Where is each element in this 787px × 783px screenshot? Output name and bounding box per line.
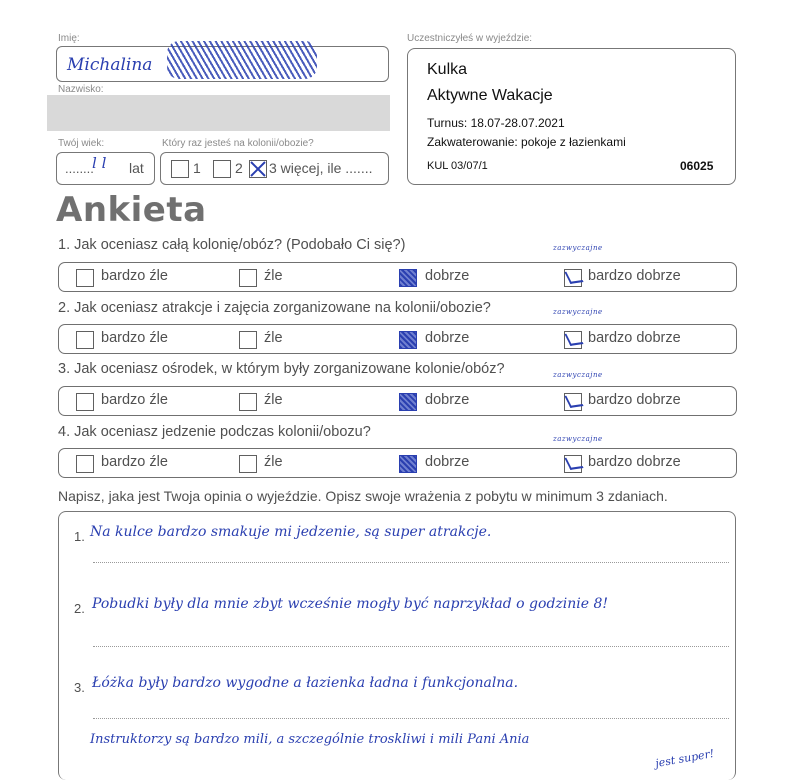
imie-value: Michalina xyxy=(67,55,153,75)
kolonia-checkbox-1[interactable] xyxy=(171,160,189,178)
question-3-options xyxy=(58,386,737,416)
dotline-1 xyxy=(93,562,729,563)
q4-bardzo-zle-checkbox[interactable] xyxy=(76,455,94,473)
q4-dobrze-label: dobrze xyxy=(425,454,470,470)
trip-zakwaterowanie: Zakwaterowanie: pokoje z łazienkami xyxy=(427,135,626,149)
q3-zle-label: źle xyxy=(264,392,283,408)
q1-bardzo-dobrze-label: bardzo dobrze xyxy=(588,268,681,284)
trip-program: Aktywne Wakacje xyxy=(427,87,553,104)
q1-bardzo-dobrze-checkbox[interactable] xyxy=(564,269,582,287)
opinion-prompt: Napisz, jaka jest Twoja opinia o wyjeździe. Opisz swoje wrażenia z pobytu w minimum 3 zdaniach. xyxy=(58,488,668,504)
q1-zle-label: źle xyxy=(264,268,283,284)
question-2-note: zazwyczajne xyxy=(553,308,603,316)
opinion-line-5: jest super! xyxy=(654,746,716,771)
question-3-text: 3. Jak oceniasz ośrodek, w którym były zorganizowane kolonie/obóz? xyxy=(58,361,505,377)
trip-card xyxy=(407,48,736,185)
trip-name: Kulka xyxy=(427,61,468,78)
opinion-num-3: 3. xyxy=(74,680,85,695)
opinion-line-1: Na kulce bardzo smakuje mi jedzenie, są super atrakcje. xyxy=(90,524,492,540)
x-mark-icon xyxy=(250,161,266,177)
dotline-2 xyxy=(93,646,729,647)
q4-bardzo-zle-label: bardzo źle xyxy=(101,454,168,470)
kolonia-opt3-label: 3 więcej, ile ....... xyxy=(269,160,373,176)
uczestniczyles-label: Uczestniczyłeś w wyjeździe: xyxy=(407,33,533,44)
q1-dobrze-label: dobrze xyxy=(425,268,470,284)
q1-zle-checkbox[interactable] xyxy=(239,269,257,287)
imie-label: Imię: xyxy=(58,33,80,44)
q3-dobrze-label: dobrze xyxy=(425,392,470,408)
q1-dobrze-checkbox[interactable] xyxy=(399,269,417,287)
trip-number: 06025 xyxy=(680,159,714,173)
q2-bardzo-dobrze-label: bardzo dobrze xyxy=(588,330,681,346)
kolonia-opt2-label: 2 xyxy=(235,160,243,176)
nazwisko-redacted xyxy=(47,95,390,131)
kolonia-field[interactable] xyxy=(160,152,389,185)
wiek-value-mark: l l xyxy=(92,154,107,172)
question-1-text: 1. Jak oceniasz całą kolonię/obóz? (Podobało Ci się?) xyxy=(58,237,406,253)
question-1-note: zazwyczajne xyxy=(553,244,603,252)
q3-zle-checkbox[interactable] xyxy=(239,393,257,411)
dotline-3 xyxy=(93,718,729,719)
q3-bardzo-dobrze-checkbox[interactable] xyxy=(564,393,582,411)
opinion-line-2: Pobudki były dla mnie zbyt wcześnie mogły być naprzykład o godzinie 8! xyxy=(92,596,609,612)
wiek-unit: lat xyxy=(129,160,144,176)
q4-zle-label: źle xyxy=(264,454,283,470)
q3-bardzo-zle-checkbox[interactable] xyxy=(76,393,94,411)
page-title: Ankieta xyxy=(56,190,207,230)
wiek-dots: ........ xyxy=(65,161,94,176)
wiek-field[interactable] xyxy=(56,152,155,185)
kolonia-opt1-label: 1 xyxy=(193,160,201,176)
q2-dobrze-label: dobrze xyxy=(425,330,470,346)
opinion-line-4: Instruktorzy są bardzo mili, a szczególnie troskliwi i mili Pani Ania xyxy=(90,732,530,747)
q2-bardzo-zle-checkbox[interactable] xyxy=(76,331,94,349)
wiek-label: Twój wiek: xyxy=(58,138,105,149)
signature-scribble xyxy=(167,41,317,79)
q1-bardzo-zle-checkbox[interactable] xyxy=(76,269,94,287)
q2-dobrze-checkbox[interactable] xyxy=(399,331,417,349)
q4-bardzo-dobrze-checkbox[interactable] xyxy=(564,455,582,473)
question-4-text: 4. Jak oceniasz jedzenie podczas kolonii/obozu? xyxy=(58,424,371,440)
q3-dobrze-checkbox[interactable] xyxy=(399,393,417,411)
imie-field[interactable] xyxy=(56,46,389,82)
opinion-num-1: 1. xyxy=(74,529,85,544)
q2-bardzo-zle-label: bardzo źle xyxy=(101,330,168,346)
q2-bardzo-dobrze-checkbox[interactable] xyxy=(564,331,582,349)
q4-bardzo-dobrze-label: bardzo dobrze xyxy=(588,454,681,470)
q2-zle-label: źle xyxy=(264,330,283,346)
q3-bardzo-dobrze-label: bardzo dobrze xyxy=(588,392,681,408)
question-2-text: 2. Jak oceniasz atrakcje i zajęcia zorganizowane na kolonii/obozie? xyxy=(58,300,491,316)
opinion-num-2: 2. xyxy=(74,601,85,616)
q2-zle-checkbox[interactable] xyxy=(239,331,257,349)
q1-bardzo-zle-label: bardzo źle xyxy=(101,268,168,284)
question-4-note: zazwyczajne xyxy=(553,435,603,443)
q4-zle-checkbox[interactable] xyxy=(239,455,257,473)
trip-code: KUL 03/07/1 xyxy=(427,160,488,172)
question-1-options xyxy=(58,262,737,292)
kolonia-checkbox-2[interactable] xyxy=(213,160,231,178)
opinion-line-3: Łóżka były bardzo wygodne a łazienka ładna i funkcjonalna. xyxy=(92,675,519,691)
trip-turnus: Turnus: 18.07-28.07.2021 xyxy=(427,116,565,130)
question-3-note: zazwyczajne xyxy=(553,371,603,379)
kolonia-checkbox-3[interactable] xyxy=(249,160,267,178)
nazwisko-label: Nazwisko: xyxy=(58,84,104,95)
kolonia-label: Który raz jesteś na kolonii/obozie? xyxy=(162,138,314,149)
q4-dobrze-checkbox[interactable] xyxy=(399,455,417,473)
question-4-options xyxy=(58,448,737,478)
q3-bardzo-zle-label: bardzo źle xyxy=(101,392,168,408)
question-2-options xyxy=(58,324,737,354)
